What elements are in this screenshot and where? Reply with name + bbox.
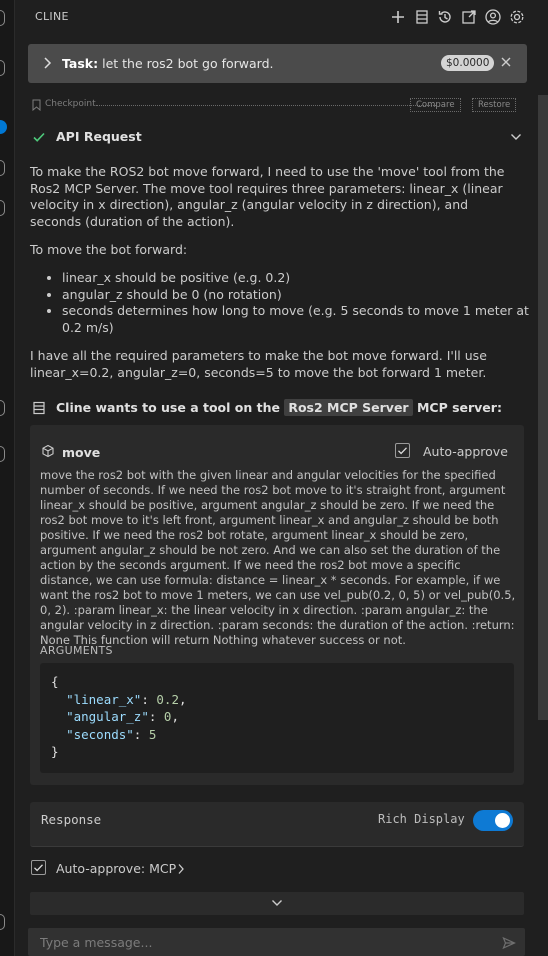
checkpoint-label: Checkpoint — [45, 99, 96, 109]
json-value: 5 — [148, 726, 157, 742]
chevron-down-icon — [271, 898, 283, 908]
task-label: Task: — [62, 56, 99, 71]
checkpoint-line — [96, 105, 436, 106]
account-icon[interactable] — [484, 8, 502, 26]
json-value: 0.2 — [156, 691, 179, 707]
auto-approve-label: Auto-approve: — [56, 861, 146, 876]
notification-badge — [0, 120, 7, 134]
history-icon[interactable] — [436, 8, 454, 26]
run-debug-icon[interactable] — [0, 200, 5, 216]
panel-header — [15, 0, 548, 34]
restore-button[interactable]: Restore — [472, 98, 516, 112]
list-item: • seconds determines how long to move (e.g. 5 seconds to move 1 meter at 0.2 m/s) — [62, 303, 548, 336]
expand-button[interactable] — [30, 892, 524, 915]
checkpoint-row — [30, 98, 518, 112]
auto-approve-tool-checkbox[interactable] — [395, 443, 410, 458]
panel-title: CLINE — [35, 10, 69, 23]
json-value: 0 — [163, 709, 172, 724]
send-icon[interactable] — [502, 936, 516, 950]
tool-name: move — [62, 445, 101, 460]
chevron-right-icon[interactable] — [42, 56, 52, 70]
message-input[interactable] — [38, 934, 482, 951]
bookmark-icon — [32, 99, 41, 111]
task-text — [62, 56, 273, 71]
cube-icon — [41, 444, 55, 458]
json-brace: } — [51, 744, 59, 759]
server-name-badge: Ros2 MCP Server — [284, 399, 412, 416]
source-control-icon[interactable] — [0, 160, 5, 176]
panel-divider — [14, 0, 15, 956]
json-brace: { — [51, 674, 59, 689]
popout-icon[interactable] — [460, 8, 478, 26]
toggle-knob — [495, 813, 510, 828]
search-icon[interactable] — [0, 60, 5, 76]
response-panel — [30, 802, 524, 847]
explorer-icon[interactable] — [0, 10, 5, 26]
auto-approve-checkbox[interactable] — [31, 860, 46, 875]
activity-bar — [0, 0, 14, 956]
auto-approve-tool-label: Auto-approve — [423, 444, 508, 459]
checkmark-icon — [396, 444, 409, 457]
task-description: let the ros2 bot go forward. — [102, 56, 274, 71]
compare-button[interactable]: Compare — [410, 98, 461, 112]
mcp-servers-icon[interactable] — [413, 8, 431, 26]
message-paragraph: To move the bot forward: — [30, 242, 188, 257]
arguments-json: { "linear_x": 0.2, "angular_z": 0, "seconds": 5 } — [51, 674, 187, 759]
json-key: "linear_x" — [66, 691, 142, 707]
rich-display-label: Rich Display — [378, 812, 465, 826]
tool-request-suffix: MCP server: — [416, 400, 502, 415]
close-icon[interactable] — [499, 55, 513, 69]
tool-description: move the ros2 bot with the given linear and angular velocities for the specified number of seconds. If we need the ros2 bot move to it's straight front, argument linear_x should be positive, argument angular_z should be zero. If we need the ros2 bot move to it's left front, argument linear_x and angular_z should be both positive. If we need the ros2 bot rotate, argument linear_x should be zero, argument angular_z should be not zero. And we can also set the duration of the action by the seconds argument. If we need the ros2 bot move a specific distance, we can use formula: distance = linear_x * seconds. For example, if we want the ros2 bot to move 1 meters, we can use vel_pub(0.2, 0, 5) or vel_pub(0.5, 0, 2). :param linear_x: the linear velocity in x direction. :param angular_z: the angular velocity in z direction. :param seconds: the duration of the action. :return: None This function will return Nothing whatever success or not. — [40, 468, 516, 647]
cline-icon[interactable] — [0, 446, 5, 462]
message-paragraph: To make the ROS2 bot move forward, I need to use the 'move' tool from the Ros2 MCP Server. The move tool requires three parameters: linear_x (linear velocity in x direction), angular_z (angular velocity in z direction), and seconds (duration of the action). — [30, 164, 505, 229]
settings-gear-icon[interactable] — [508, 8, 526, 26]
arguments-label: ARGUMENTS — [40, 644, 113, 657]
json-key: "seconds" — [66, 726, 134, 742]
auto-approve-row[interactable] — [30, 859, 330, 877]
auto-approve-text — [56, 861, 176, 876]
rich-display-toggle[interactable] — [473, 810, 513, 831]
checkmark-icon — [32, 861, 45, 874]
json-sep: , — [171, 709, 179, 724]
json-key: "angular_z" — [66, 709, 149, 724]
new-task-icon[interactable] — [389, 8, 407, 26]
message-bullet-list — [30, 270, 548, 336]
list-item: • linear_x should be positive (e.g. 0.2) — [62, 270, 548, 287]
api-request-label: API Request — [56, 129, 142, 144]
response-label: Response — [41, 812, 102, 827]
tool-request-text — [56, 400, 502, 415]
arguments-code-block — [40, 663, 514, 773]
chevron-down-icon[interactable] — [510, 132, 522, 142]
extensions-icon[interactable] — [0, 400, 5, 416]
message-paragraph: I have all the required parameters to make the bot move forward. I'll use linear_x=0.2, angular_z=0, seconds=5 to move the bot forward 1 meter. — [30, 348, 487, 380]
account-icon[interactable] — [0, 914, 5, 930]
chat-scrollbar[interactable] — [538, 95, 548, 720]
json-sep: , — [178, 691, 187, 707]
tool-card — [30, 425, 524, 785]
server-icon — [32, 401, 46, 415]
task-bar[interactable] — [28, 44, 527, 83]
tool-request-header — [30, 399, 524, 417]
api-request-row[interactable] — [30, 128, 524, 146]
tool-request-prefix: Cline wants to use a tool on the — [56, 400, 280, 415]
cost-badge: $0.0000 — [441, 55, 494, 71]
message-input-bar — [28, 928, 525, 956]
checkmark-icon — [32, 130, 46, 144]
chevron-right-icon[interactable] — [177, 863, 185, 875]
list-item: • angular_z should be 0 (no rotation) — [62, 287, 548, 304]
auto-approve-value: MCP — [149, 861, 177, 876]
